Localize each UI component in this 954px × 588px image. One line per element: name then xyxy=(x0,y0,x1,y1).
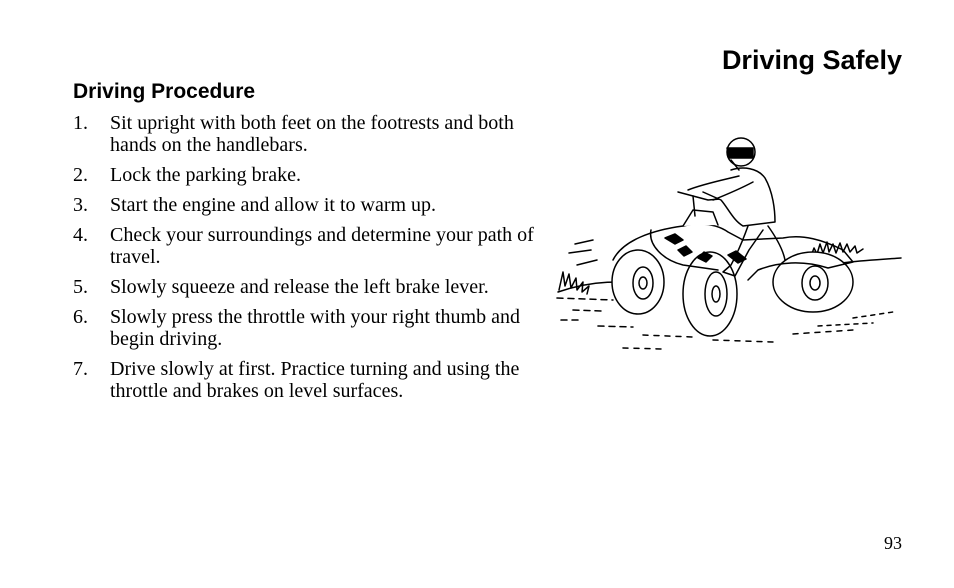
section-title: Driving Procedure xyxy=(73,80,256,103)
step-item xyxy=(73,224,543,268)
atv-rider-illustration xyxy=(553,130,905,362)
step-number: 1. xyxy=(73,112,88,134)
step-text: Check your surroundings and determine your path of travel. xyxy=(110,224,534,268)
step-item xyxy=(73,164,543,186)
step-text: Drive slowly at first. Practice turning and using the throttle and brakes on level surfaces. xyxy=(110,358,520,402)
step-text: Slowly press the throttle with your right thumb and begin driving. xyxy=(110,306,520,350)
step-number: 4. xyxy=(73,224,88,246)
step-number: 5. xyxy=(73,276,88,298)
step-number: 3. xyxy=(73,194,88,216)
step-item xyxy=(73,276,543,298)
step-text: Slowly squeeze and release the left brake lever. xyxy=(110,276,489,298)
step-item xyxy=(73,194,543,216)
step-number: 2. xyxy=(73,164,88,186)
step-text: Start the engine and allow it to warm up. xyxy=(110,194,437,216)
step-item xyxy=(73,358,543,402)
step-item xyxy=(73,112,543,156)
page-number: 93 xyxy=(884,533,902,553)
driving-procedure-steps xyxy=(73,112,543,410)
step-number: 7. xyxy=(73,358,88,380)
step-text: Lock the parking brake. xyxy=(110,164,302,186)
step-text: Sit upright with both feet on the footrests and both hands on the handlebars. xyxy=(110,112,514,156)
step-item xyxy=(73,306,543,350)
chapter-title: Driving Safely xyxy=(721,45,902,75)
step-number: 6. xyxy=(73,306,88,328)
